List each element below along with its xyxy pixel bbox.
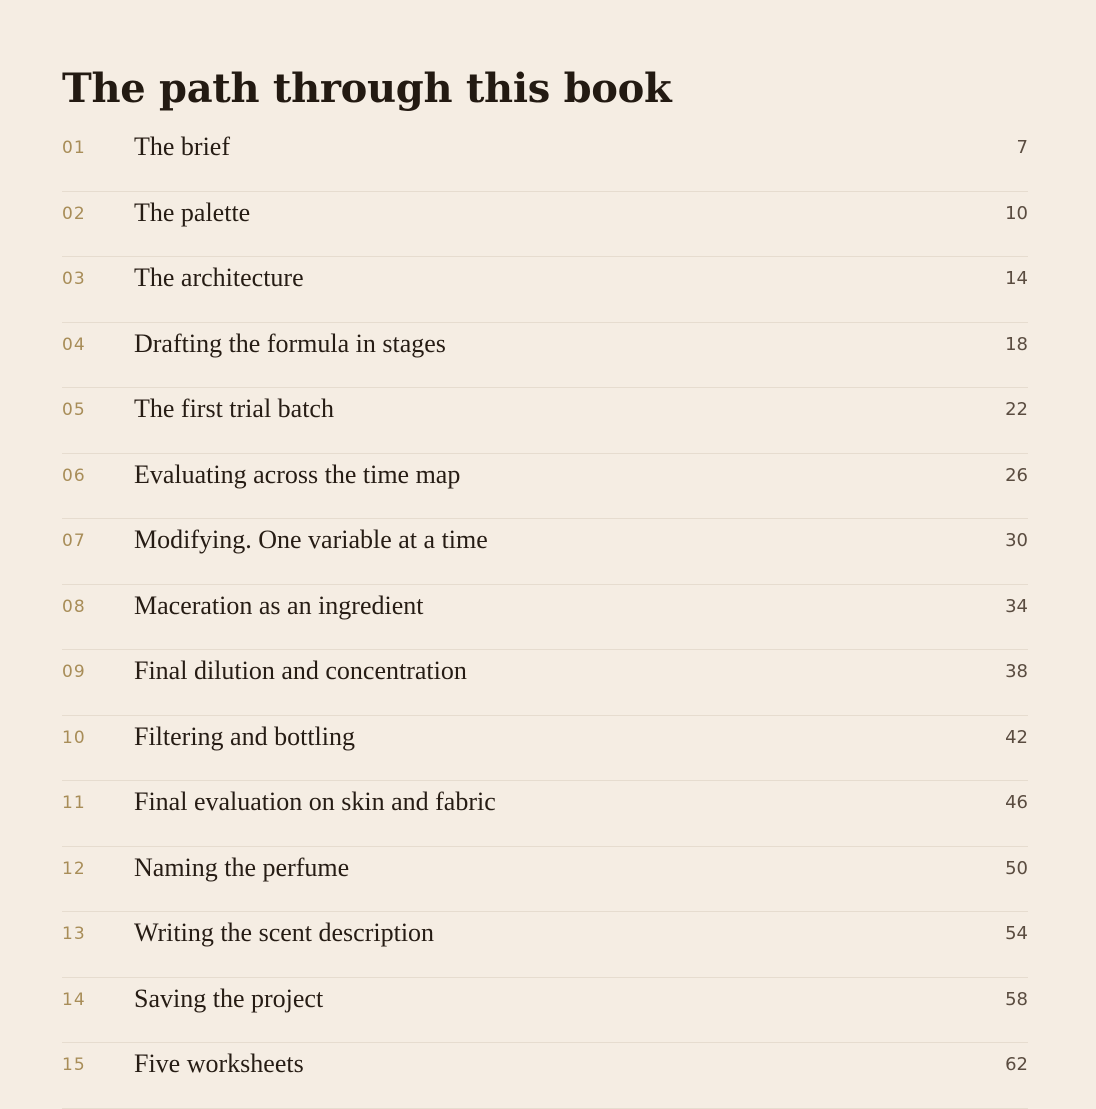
chapter-number: 04: [62, 334, 86, 355]
page-number: 42: [1005, 726, 1028, 748]
chapter-number: 01: [62, 138, 86, 158]
toc-entry[interactable]: [62, 781, 1028, 847]
chapter-number: 02: [62, 203, 86, 224]
page-number: 7: [1016, 137, 1028, 158]
toc-entry[interactable]: [62, 126, 1028, 192]
chapter-title: Final evaluation on skin and fabric: [134, 787, 496, 816]
chapter-title: The first trial batch: [134, 394, 334, 423]
chapter-title: Maceration as an ingredient: [134, 590, 424, 620]
toc-entry[interactable]: [62, 912, 1028, 978]
chapter-number: 12: [62, 858, 86, 879]
chapter-number: 09: [62, 662, 86, 682]
toc-entry[interactable]: [62, 847, 1028, 913]
chapter-number: 08: [62, 596, 86, 617]
chapter-title: Saving the project: [134, 983, 324, 1013]
page-number: 14: [1005, 268, 1028, 289]
toc-list: [62, 126, 1028, 1109]
page-title: The path through this book: [62, 65, 672, 112]
chapter-number: 10: [62, 727, 86, 748]
toc-entry[interactable]: [62, 978, 1028, 1044]
chapter-number: 07: [62, 531, 86, 551]
table-of-contents-page: [62, 62, 1028, 1109]
page-number: 50: [1005, 857, 1028, 879]
chapter-title: The brief: [134, 132, 231, 161]
page-number: 54: [1005, 923, 1028, 944]
chapter-title: Naming the perfume: [134, 852, 350, 882]
chapter-title: The architecture: [134, 263, 304, 292]
page-number: 34: [1005, 595, 1028, 617]
toc-entry[interactable]: [62, 1043, 1028, 1109]
page-number: 62: [1005, 1054, 1028, 1075]
toc-entry[interactable]: [62, 585, 1028, 651]
page-number: 18: [1005, 333, 1028, 355]
chapter-number: 14: [62, 989, 86, 1010]
toc-entry[interactable]: [62, 388, 1028, 454]
toc-entry[interactable]: [62, 716, 1028, 782]
chapter-number: 05: [62, 400, 86, 420]
page-number: 26: [1005, 464, 1028, 486]
page-number: 10: [1005, 202, 1028, 224]
chapter-number: 11: [62, 793, 86, 813]
chapter-title: Filtering and bottling: [134, 721, 355, 751]
chapter-title: Modifying. One variable at a time: [134, 525, 488, 554]
page-number: 46: [1005, 792, 1028, 813]
page-number: 30: [1005, 530, 1028, 551]
chapter-number: 13: [62, 924, 86, 944]
chapter-title: Writing the scent description: [134, 918, 435, 947]
chapter-number: 03: [62, 269, 86, 289]
chapter-number: 15: [62, 1055, 86, 1075]
toc-entry[interactable]: [62, 650, 1028, 716]
page-number: 58: [1005, 988, 1028, 1010]
toc-entry[interactable]: [62, 257, 1028, 323]
chapter-title: Five worksheets: [134, 1049, 304, 1078]
chapter-title: Evaluating across the time map: [134, 459, 461, 489]
page-number: 38: [1005, 661, 1028, 682]
chapter-title: The palette: [134, 197, 251, 227]
chapter-title: Final dilution and concentration: [134, 656, 467, 685]
toc-entry[interactable]: [62, 454, 1028, 520]
toc-entry[interactable]: [62, 519, 1028, 585]
toc-entry[interactable]: [62, 323, 1028, 389]
page-number: 22: [1005, 399, 1028, 420]
chapter-number: 06: [62, 465, 86, 486]
toc-entry[interactable]: [62, 192, 1028, 258]
chapter-title: Drafting the formula in stages: [134, 328, 446, 358]
